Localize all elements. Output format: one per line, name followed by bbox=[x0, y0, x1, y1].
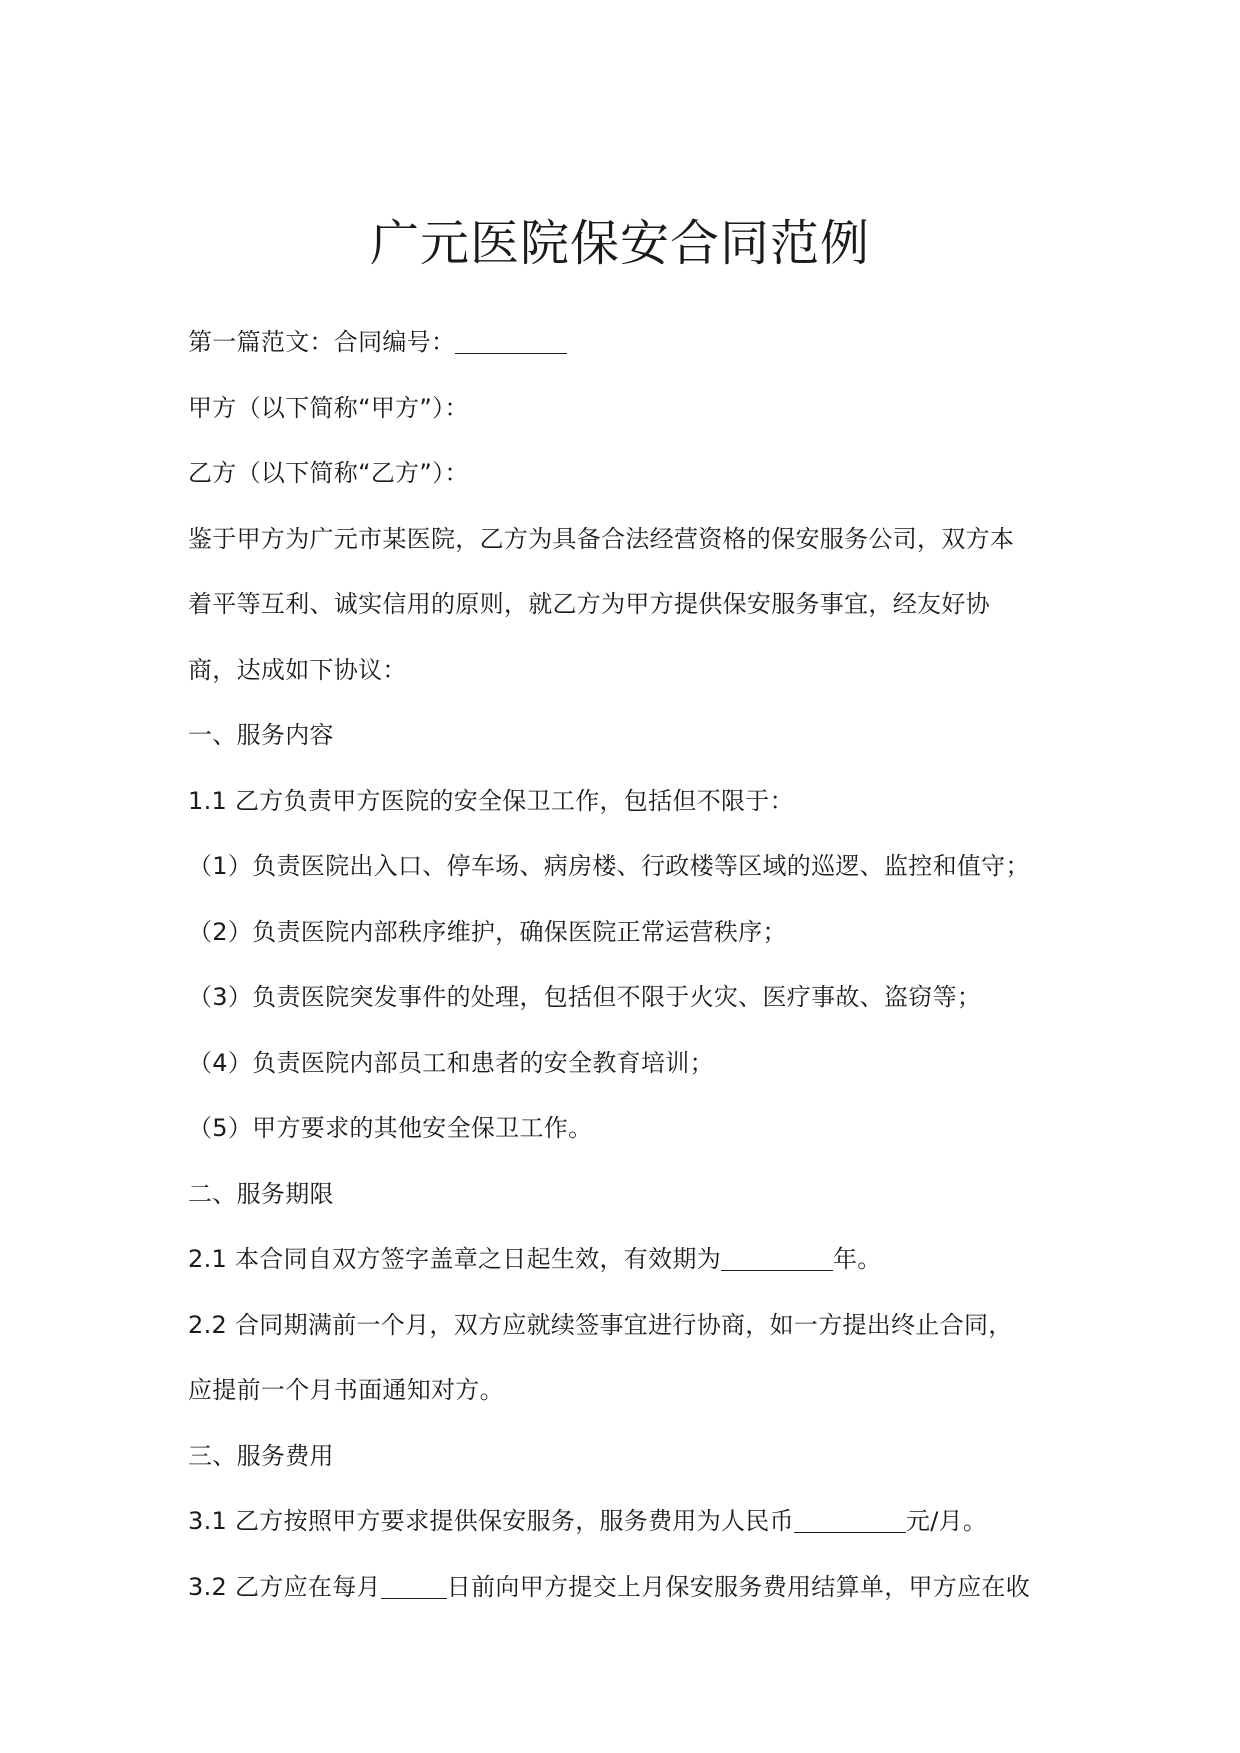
fill-in-blank bbox=[794, 1508, 906, 1533]
text-line bbox=[188, 1424, 1068, 1490]
fill-in-blank bbox=[721, 1246, 833, 1271]
line-text: 甲方（以下简称“甲方”）： bbox=[188, 393, 469, 422]
text-line bbox=[188, 1162, 1068, 1228]
line-text: 2.2 合同期满前一个月，双方应就续签事宜进行协商，如一方提出终止合同， bbox=[188, 1310, 1013, 1339]
text-line bbox=[188, 965, 1068, 1031]
text-line bbox=[188, 310, 1068, 376]
line-text: （5）甲方要求的其他安全保卫工作。 bbox=[188, 1114, 593, 1142]
line-text: 二、服务期限 bbox=[188, 1179, 334, 1208]
text-line bbox=[188, 1293, 1068, 1359]
line-text-after-blank: 年。 bbox=[833, 1245, 882, 1273]
document-body bbox=[188, 310, 1068, 1620]
text-line bbox=[188, 769, 1068, 835]
line-text: 三、服务费用 bbox=[188, 1441, 334, 1470]
line-text: 乙方（以下简称“乙方”）： bbox=[188, 459, 469, 487]
text-line bbox=[188, 1555, 1068, 1621]
text-line bbox=[188, 834, 1068, 900]
text-line bbox=[188, 376, 1068, 442]
document-title: 广元医院保安合同范例 bbox=[369, 215, 870, 272]
line-text: （2）负责医院内部秩序维护，确保医院正常运营秩序； bbox=[188, 917, 787, 946]
line-text: 1.1 乙方负责甲方医院的安全保卫工作，包括但不限于： bbox=[188, 786, 794, 815]
text-line bbox=[188, 703, 1068, 769]
line-text-after-blank: 元/月。 bbox=[905, 1507, 988, 1535]
text-line bbox=[188, 572, 1068, 638]
line-text: （4）负责医院内部员工和患者的安全教育培训； bbox=[188, 1048, 714, 1077]
line-text: 2.1 本合同自双方签字盖章之日起生效，有效期为 bbox=[188, 1245, 721, 1273]
text-line bbox=[188, 1096, 1068, 1162]
line-text: （1）负责医院出入口、停车场、病房楼、行政楼等区域的巡逻、监控和值守； bbox=[188, 852, 1030, 880]
text-line bbox=[188, 441, 1068, 507]
text-line bbox=[188, 507, 1068, 573]
line-text: 3.1 乙方按照甲方要求提供保安服务，服务费用为人民币 bbox=[188, 1507, 794, 1535]
text-line bbox=[188, 1031, 1068, 1097]
fill-in-blank bbox=[381, 1574, 447, 1599]
text-line bbox=[188, 1358, 1068, 1424]
line-text: 着平等互利、诚实信用的原则，就乙方为甲方提供保安服务事宜，经友好协 bbox=[188, 590, 990, 618]
text-line bbox=[188, 1489, 1068, 1555]
text-line bbox=[188, 638, 1068, 704]
line-text: 一、服务内容 bbox=[188, 721, 334, 749]
text-line bbox=[188, 900, 1068, 966]
line-text-after-blank: 日前向甲方提交上月保安服务费用结算单，甲方应在收 bbox=[446, 1572, 1030, 1601]
text-line bbox=[188, 1227, 1068, 1293]
fill-in-blank bbox=[455, 329, 567, 354]
line-text: 商，达成如下协议： bbox=[188, 655, 407, 684]
line-text: 3.2 乙方应在每月 bbox=[188, 1572, 381, 1601]
line-text: 鉴于甲方为广元市某医院，乙方为具备合法经营资格的保安服务公司，双方本 bbox=[188, 524, 1015, 553]
line-text: 应提前一个月书面通知对方。 bbox=[188, 1376, 504, 1404]
line-text: （3）负责医院突发事件的处理，包括但不限于火灾、医疗事故、盗窃等； bbox=[188, 983, 982, 1011]
line-text: 第一篇范文：合同编号： bbox=[188, 328, 456, 356]
